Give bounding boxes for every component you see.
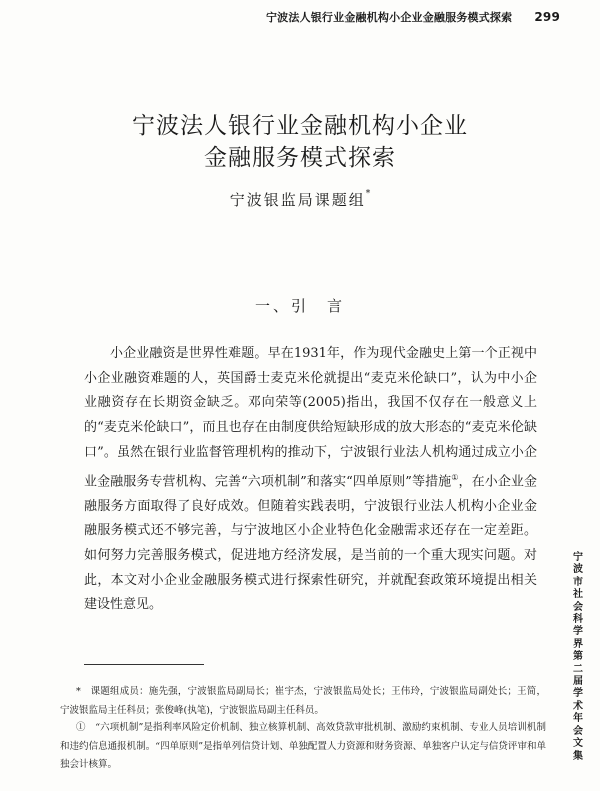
footnote-2-text: “六项机制”是指利率风险定价机制、独立核算机制、高效贷款审批机制、激励约束机制、专业人员培训机制和违约信息通报机制。“四单原则”是指单列信贷计划、单独配置人力资源和财务资源、单独客户认定与信贷评审和单独会计核算。 xyxy=(60,722,546,770)
page-number: 299 xyxy=(534,10,560,24)
section-heading: 一、引 言 xyxy=(254,297,345,315)
footnote-2 xyxy=(60,719,546,775)
footnote-reference: ① xyxy=(451,472,459,482)
body-paragraph xyxy=(84,342,537,618)
author-footnote-mark: * xyxy=(365,189,371,199)
footnote-1-text: 课题组成员：施先强，宁波银监局副局长；崔宇杰，宁波银监局处长；王伟玲，宁波银监局副处长；王简，宁波银监局主任科员；张俊峰(执笔)，宁波银监局副主任科员。 xyxy=(60,686,546,716)
author-name: 宁波银监局课题组 xyxy=(229,191,366,209)
footnote-1-marker: * xyxy=(76,686,81,697)
article-title-line-2: 金融服务模式探索 xyxy=(204,145,396,171)
footnote-1 xyxy=(60,683,546,720)
body-text-part-2: ，在小企业金融服务方面取得了良好成效。但随着实践表明，宁波银行业法人机构小企业金融服务模式还不够完善，与宁波地区小企业特色化金融需求还存在一定差距。如何努力完善服务模式，促进地方经济发展，是当前的一个重大现实问题。对此，本文对小企业金融服务模式进行探索性研究，并就配套政策环境提出相关建设性意见。 xyxy=(84,473,537,613)
footnote-2-marker: ① xyxy=(76,722,86,733)
footnote-divider xyxy=(84,664,204,665)
running-head-title: 宁波法人银行业金融机构小企业金融服务模式探索 xyxy=(265,11,513,24)
body-text-part-1: 小企业融资是世界性难题。早在1931年，作为现代金融史上第一个正视中小企业融资难题的人，英国爵士麦克米伦就提出“麦克米伦缺口”，认为中小企业融资存在长期资金缺乏。邓向荣等(2005)指出，我国不仅存在一般意义上的“麦克米伦缺口”，而且也存在由制度供给短缺形成的放大形态的“麦克米伦缺口”。虽然在银行业监督管理机构的推动下，宁波银行业法人机构通过成立小企业金融服务专营机构、完善“六项机制”和落实“四单原则”等措施 xyxy=(84,346,537,489)
article-title xyxy=(0,110,600,174)
article-title-line-1: 宁波法人银行业金融机构小企业 xyxy=(132,113,468,139)
article-author xyxy=(0,189,600,210)
running-head xyxy=(266,9,560,25)
side-note-vertical: 宁波市社会科学界第二届学术年会文集 xyxy=(573,552,583,762)
